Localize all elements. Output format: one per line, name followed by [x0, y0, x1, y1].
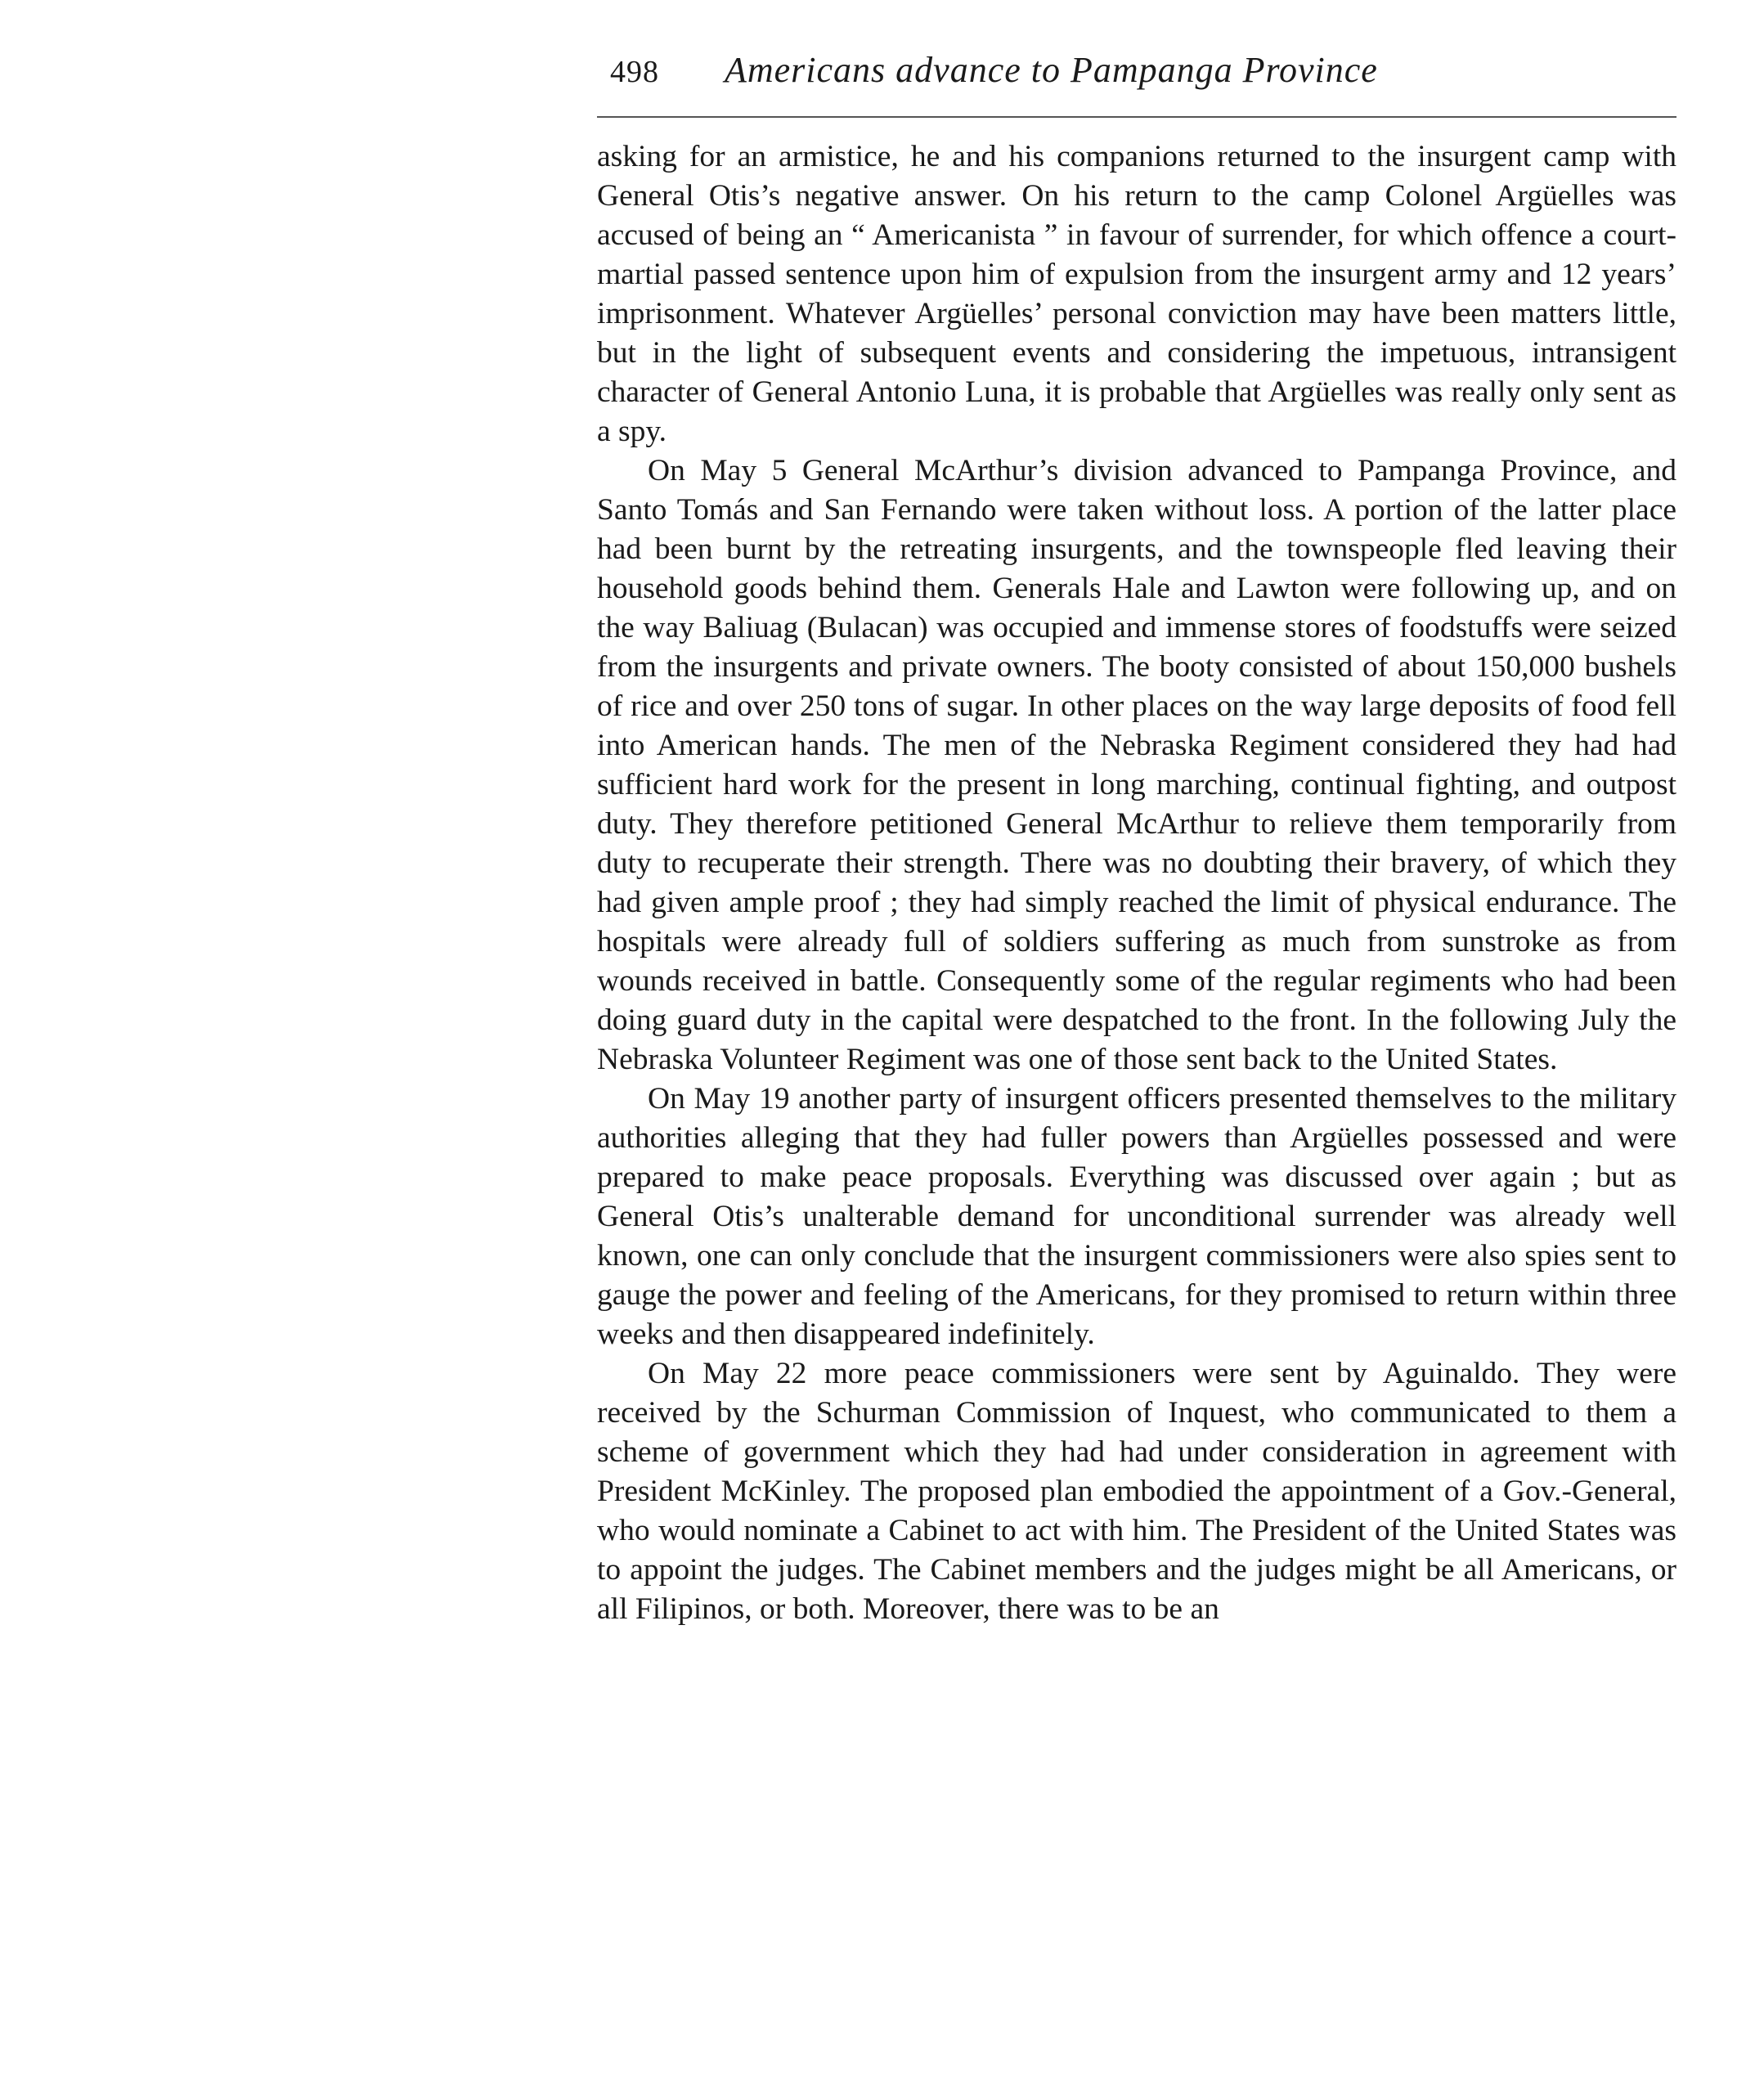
paragraph-3: On May 19 another party of insurgent officers presented themselves to the military authorities alleging that they had fuller powers than Argüelles possessed and were prepared to make peace proposals. Everything was discussed over again ; but as General Otis’s unalterable demand for unconditional surrender was already well known, one can only conclude that the insurgent commissioners were also spies sent to gauge the power and feeling of the Americans, for they promised to return within three weeks and then disappeared indefinitely.	[597, 1082, 1676, 1351]
book-page	[597, 49, 1676, 1629]
page-header	[597, 49, 1676, 114]
running-title: Americans advance to Pampanga Province	[725, 50, 1378, 90]
body-text	[597, 137, 1676, 1629]
header-rule	[597, 116, 1676, 118]
page-number: 498	[610, 55, 659, 89]
paragraph-2: On May 5 General McArthur’s division advanced to Pampanga Province, and Santo Tomás and San Fernando were taken without loss. A portion of the latter place had been burnt by the retreating insurgents, and the townspeople fled leaving their household goods behind them. Generals Hale and Lawton were following up, and on the way Baliuag (Bulacan) was occupied and immense stores of foodstuffs were seized from the insurgents and private owners. The booty consisted of about 150,000 bushels of rice and over 250 tons of sugar. In other places on the way large deposits of food fell into American hands. The men of the Nebraska Regiment considered they had had sufficient hard work for the present in long marching, continual fighting, and outpost duty. They therefore petitioned General McArthur to relieve them temporarily from duty to recuperate their strength. There was no doubting their bravery, of which they had given ample proof ; they had simply reached the limit of physical endurance. The hospitals were already full of soldiers suffering as much from sunstroke as from wounds received in battle. Consequently some of the regular regiments who had been doing guard duty in the capital were despatched to the front. In the following July the Nebraska Volunteer Regiment was one of those sent back to the United States.	[597, 454, 1676, 1076]
paragraph-1: asking for an armistice, he and his companions returned to the insurgent camp with General Otis’s negative answer. On his return to the camp Colonel Argüelles was accused of being an “ Americanista ” in favour of surrender, for which offence a court-martial passed sentence upon him of expulsion from the insurgent army and 12 years’ imprisonment. Whatever Argüelles’ personal conviction may have been matters little, but in the light of subsequent events and considering the impetuous, intransigent character of General Antonio Luna, it is probable that Argüelles was really only sent as a spy.	[597, 140, 1676, 448]
paragraph-4: On May 22 more peace commissioners were sent by Aguinaldo. They were received by the Schurman Commission of Inquest, who communicated to them a scheme of government which they had had under consideration in agreement with President McKinley. The proposed plan embodied the appointment of a Gov.-General, who would nominate a Cabinet to act with him. The President of the United States was to appoint the judges. The Cabinet members and the judges might be all Americans, or all Filipinos, or both. Moreover, there was to be an	[597, 1357, 1676, 1626]
